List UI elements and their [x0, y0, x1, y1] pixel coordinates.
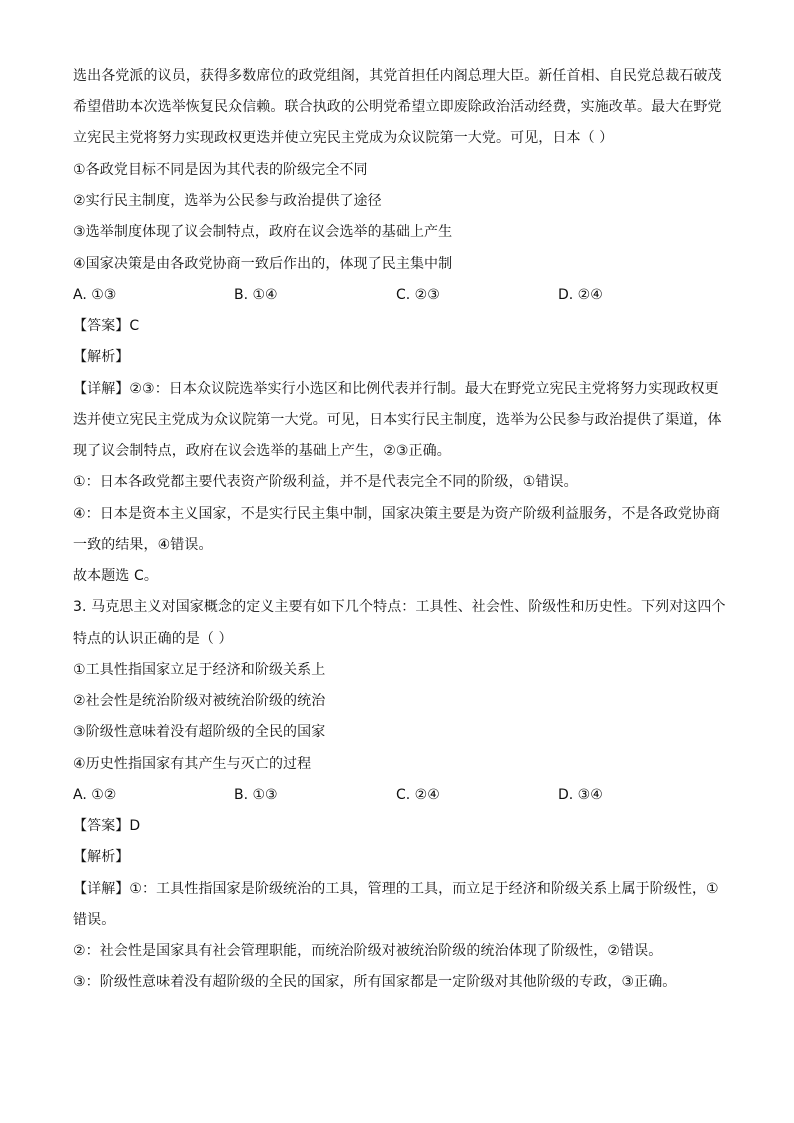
answer: 【答案】D	[73, 818, 141, 834]
option-c: C. ②④	[396, 787, 440, 803]
option-b: B. ①③	[234, 787, 278, 803]
analysis-line: ①：日本各政党都主要代表资产阶级利益，并不是代表完全不同的阶级，①错误。	[73, 474, 578, 490]
option-b: B. ①④	[234, 287, 278, 303]
analysis-line: 迭并使立宪民主党成为众议院第一大党。可见，日本实行民主制度，选举为公民参与政治提供了渠道，体	[73, 412, 722, 428]
statement-2: ②社会性是统治阶级对被统治阶级的统治	[73, 693, 326, 709]
option-d: D. ③④	[558, 787, 603, 803]
statement-2: ②实行民主制度，选举为公民参与政治提供了途径	[73, 193, 382, 209]
conclusion: 故本题选 C。	[73, 568, 158, 584]
option-c: C. ②③	[396, 287, 440, 303]
question-stem-line: 希望借助本次选举恢复民众信赖。联合执政的公明党希望立即废除政治活动经费，实施改革。最大在野党	[73, 99, 722, 115]
question-stem-line: 特点的认识正确的是（ ）	[73, 631, 233, 647]
analysis-line: 现了议会制特点，政府在议会选举的基础上产生，②③正确。	[73, 443, 451, 459]
analysis-line: 错误。	[73, 912, 116, 928]
statement-4: ④历史性指国家有其产生与灭亡的过程	[73, 756, 312, 772]
analysis-line: 【详解】②③：日本众议院选举实行小选区和比例代表并行制。最大在野党立宪民主党将努力实现政权更	[73, 381, 719, 397]
question-stem-line: 选出各党派的议员，获得多数席位的政党组阁，其党首担任内阁总理大臣。新任首相、自民党总裁石破茂	[73, 68, 722, 84]
analysis-line: 【详解】①：工具性指国家是阶级统治的工具，管理的工具，而立足于经济和阶级关系上属于阶级性，①	[73, 881, 719, 897]
analysis-line: 一致的结果，④错误。	[73, 537, 213, 553]
statement-3: ③阶级性意味着没有超阶级的全民的国家	[73, 724, 326, 740]
statement-1: ①各政党目标不同是因为其代表的阶级完全不同	[73, 162, 368, 178]
option-d: D. ②④	[558, 287, 603, 303]
option-a: A. ①②	[73, 787, 117, 803]
question-stem-line: 3. 马克思主义对国家概念的定义主要有如下几个特点：工具性、社会性、阶级性和历史性。下列对这四个	[73, 599, 726, 615]
analysis-heading: 【解析】	[73, 349, 130, 365]
option-a: A. ①③	[73, 287, 117, 303]
analysis-line: ②：社会性是国家具有社会管理职能，而统治阶级对被统治阶级的统治体现了阶级性，②错误。	[73, 943, 663, 959]
analysis-heading: 【解析】	[73, 849, 130, 865]
answer: 【答案】C	[73, 318, 140, 334]
question-stem-line: 立宪民主党将努力实现政权更迭并使立宪民主党成为众议院第一大党。可见，日本（ ）	[73, 130, 614, 146]
analysis-line: ③：阶级性意味着没有超阶级的全民的国家，所有国家都是一定阶级对其他阶级的专政，③正确。	[73, 974, 677, 990]
analysis-line: ④：日本是资本主义国家，不是实行民主集中制，国家决策主要是为资产阶级利益服务，不是各政党协商	[73, 506, 721, 522]
statement-4: ④国家决策是由各政党协商一致后作出的，体现了民主集中制	[73, 256, 453, 272]
statement-3: ③选举制度体现了议会制特点，政府在议会选举的基础上产生	[73, 224, 453, 240]
statement-1: ①工具性指国家立足于经济和阶级关系上	[73, 662, 326, 678]
